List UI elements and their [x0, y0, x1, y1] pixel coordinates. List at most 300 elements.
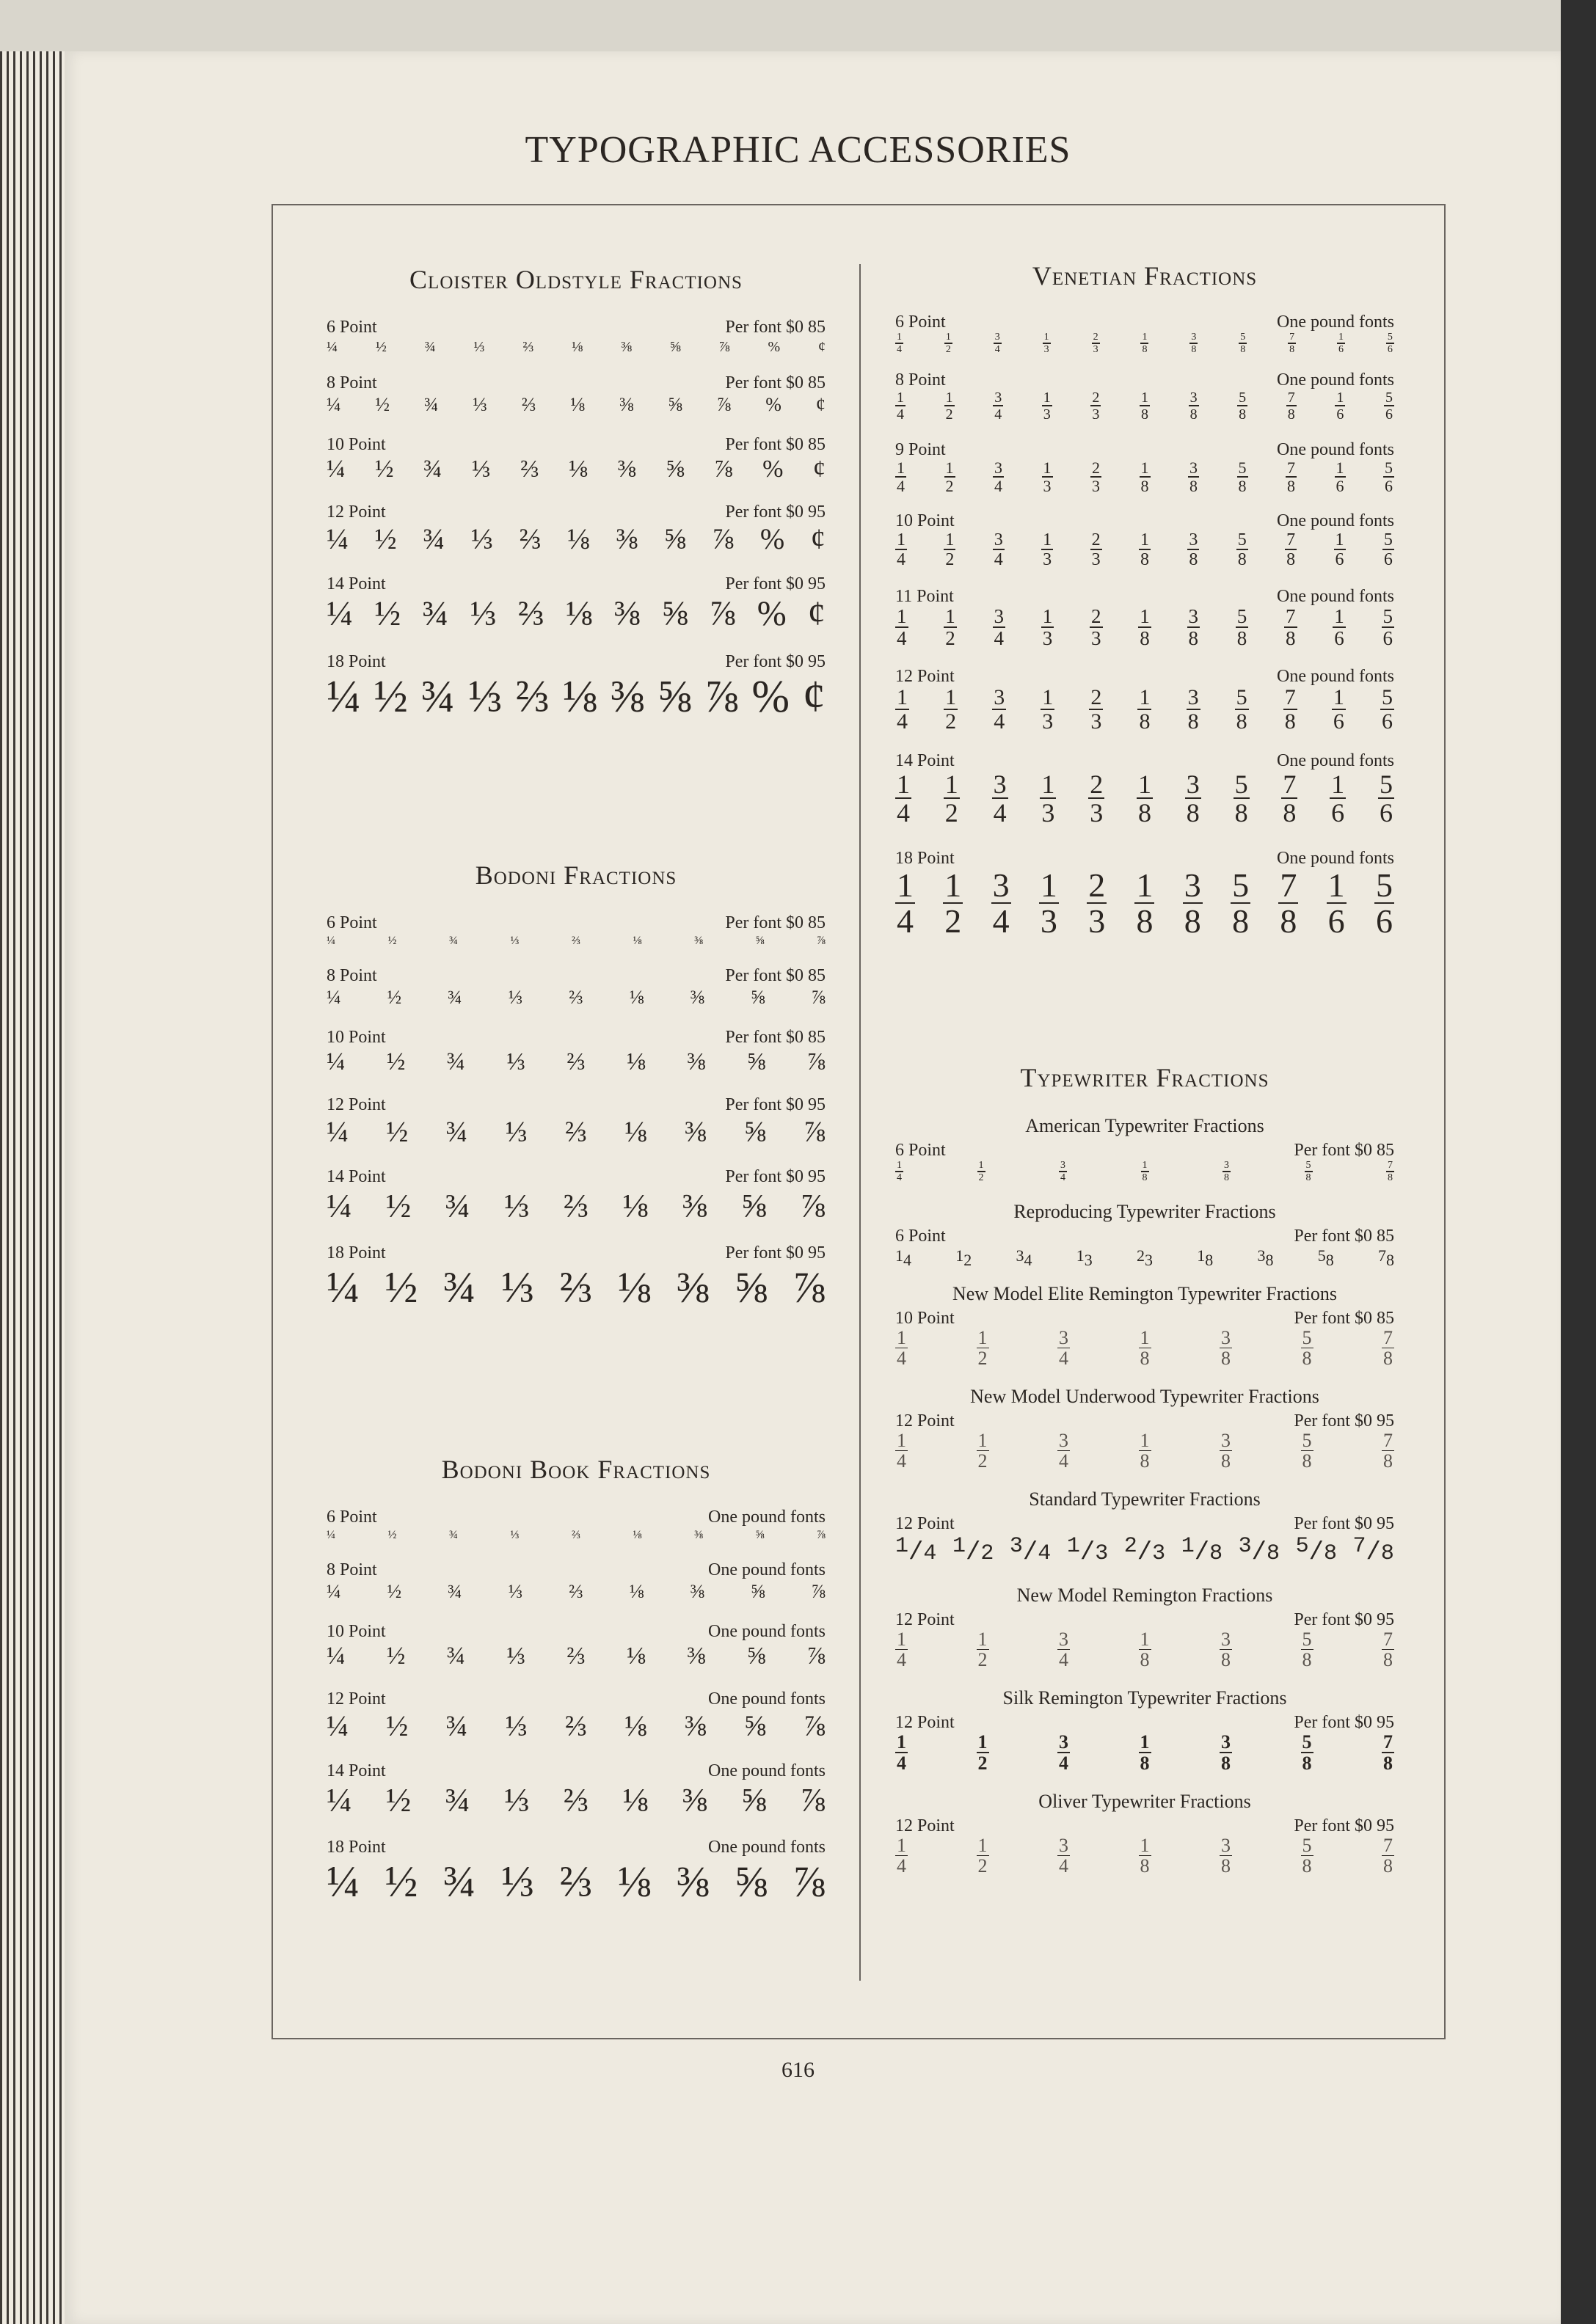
fraction-glyph: ⅛	[624, 1709, 647, 1742]
stacked-fraction	[977, 1161, 985, 1183]
fraction-glyph: ½	[385, 1781, 412, 1819]
fraction-slash: /	[1137, 1539, 1153, 1567]
denominator: 4	[992, 902, 1010, 940]
stacked-fraction	[1042, 460, 1053, 494]
denominator: 8	[1140, 1348, 1150, 1369]
numerator: 1	[1136, 866, 1154, 904]
fraction-glyph: ⅞	[792, 1263, 826, 1312]
denominator: 8	[1189, 406, 1198, 423]
denominator: 2	[945, 709, 957, 734]
numerator: 2	[1093, 332, 1098, 343]
stacked-fraction	[895, 332, 903, 355]
fraction-glyph: ¼	[327, 935, 335, 947]
fraction-row	[895, 687, 1394, 733]
stacked-fraction	[895, 1431, 908, 1471]
fraction-glyph: ⅓	[505, 1709, 528, 1742]
fraction-glyph: ⅔	[522, 339, 534, 355]
denominator: 8	[1280, 902, 1297, 940]
size-header	[895, 1140, 1394, 1161]
denominator: 3	[1043, 550, 1052, 569]
fraction-glyph: ¾	[423, 456, 442, 483]
fraction-row	[327, 522, 826, 556]
stacked-fraction	[1330, 771, 1346, 826]
denominator: 4	[1059, 1450, 1068, 1472]
size-label: 12 Point	[895, 667, 955, 686]
split-fraction	[1257, 1246, 1274, 1269]
stacked-fraction	[1237, 460, 1248, 494]
numerator: 3	[994, 685, 1005, 709]
numerator: 7	[1383, 1731, 1393, 1753]
denominator: 8	[1140, 627, 1150, 649]
fraction-glyph: ¢	[807, 594, 826, 633]
fraction-glyph: ⅛	[570, 394, 585, 415]
denominator: 8	[1205, 1251, 1214, 1269]
denominator: 3	[1084, 1251, 1093, 1269]
stacked-fraction	[1088, 771, 1104, 826]
size-label: 11 Point	[895, 587, 954, 606]
price-label: Per font $0 85	[1294, 1227, 1394, 1246]
numerator: 1	[897, 866, 914, 904]
numerator: 1	[944, 866, 962, 904]
numerator: 3	[1188, 605, 1198, 627]
numerator: 1	[1139, 685, 1151, 709]
slash-fraction	[1239, 1534, 1280, 1567]
denominator: 8	[1188, 627, 1198, 649]
fraction-glyph: ¾	[424, 339, 436, 355]
size-header	[327, 434, 826, 455]
size-header	[895, 1226, 1394, 1246]
fraction-glyph: ⅞	[718, 339, 730, 355]
denominator: 2	[944, 902, 962, 940]
fraction-glyph: ⅜	[686, 1642, 706, 1670]
fraction-slash: /	[965, 1539, 981, 1567]
denominator: 4	[897, 1649, 906, 1670]
stacked-fraction	[1285, 531, 1297, 569]
split-fraction	[1016, 1246, 1032, 1269]
stacked-fraction	[1383, 460, 1394, 494]
fraction-glyph: ⅔	[521, 394, 536, 415]
fraction-glyph: ⅜	[684, 1709, 707, 1742]
price-label: Per font $0 85	[725, 913, 826, 932]
bodoni-book-section	[327, 1454, 826, 1906]
stacked-fraction	[977, 1431, 989, 1471]
numerator: 3	[1257, 1246, 1266, 1265]
numerator: 1	[1137, 770, 1151, 799]
denominator: 8	[1386, 1251, 1394, 1269]
denominator: 3	[1092, 406, 1100, 423]
denominator: 8	[1286, 550, 1296, 569]
fraction-row	[895, 531, 1394, 569]
size-label: 18 Point	[895, 849, 955, 868]
stacked-fraction	[1382, 1733, 1394, 1773]
numerator: 1	[1338, 332, 1344, 343]
numerator: 1	[897, 332, 902, 343]
denominator: 8	[1140, 1855, 1150, 1877]
numerator: 1	[1140, 458, 1149, 477]
price-label: Per font $0 95	[1294, 1411, 1394, 1430]
size-header	[895, 1609, 1394, 1630]
price-label: Per font $0 85	[1294, 1141, 1394, 1160]
fraction-glyph: ⅓	[470, 522, 493, 555]
stacked-fraction	[1137, 771, 1153, 826]
fraction-glyph: ⅝	[734, 1263, 768, 1312]
denominator: 6	[1379, 798, 1393, 827]
stacked-fraction	[1090, 531, 1102, 569]
subsection-heading: Reproducing Typewriter Fractions	[1013, 1201, 1276, 1222]
fraction-glyph: ⅞	[712, 522, 735, 555]
size-header	[327, 651, 826, 672]
numerator: 5	[1383, 530, 1393, 549]
denominator: 8	[1140, 406, 1148, 423]
size-header	[327, 965, 826, 986]
fraction-glyph: ¾	[445, 1115, 468, 1148]
fraction-row	[895, 1534, 1394, 1567]
size-label: 6 Point	[895, 1141, 946, 1160]
numerator: 7	[1383, 1835, 1393, 1856]
denominator: 8	[1383, 1649, 1393, 1670]
denominator: 4	[897, 477, 905, 495]
price-label: One pound fonts	[708, 1508, 826, 1527]
stacked-fraction	[1301, 1836, 1313, 1876]
numerator: 2	[1091, 530, 1101, 549]
numerator: 3	[1059, 1327, 1068, 1348]
denominator: 8	[1142, 344, 1148, 355]
denominator: 8	[1283, 798, 1297, 827]
numerator: 7	[1283, 770, 1297, 799]
denominator: 2	[977, 1450, 988, 1472]
fraction-glyph: ⅓	[506, 1642, 525, 1670]
numerator: 1	[945, 458, 954, 477]
denominator: 8	[1191, 344, 1197, 355]
slash-fraction	[1181, 1534, 1222, 1567]
fraction-glyph: ½	[375, 394, 390, 415]
fraction-glyph: ⅓	[510, 935, 520, 947]
numerator: 3	[1221, 1430, 1231, 1451]
numerator: 2	[1137, 1246, 1145, 1265]
stacked-fraction	[895, 531, 907, 569]
denominator: 4	[897, 1450, 906, 1472]
stacked-fraction	[1335, 460, 1346, 494]
slash-fraction	[1010, 1534, 1051, 1567]
denominator: 2	[977, 1649, 988, 1670]
stacked-fraction	[1220, 1733, 1232, 1773]
denominator: 8	[1140, 1649, 1150, 1670]
numerator: 2	[1092, 458, 1100, 477]
stacked-fraction	[1278, 866, 1298, 940]
price-label: One pound fonts	[1277, 440, 1394, 459]
stacked-fraction	[1327, 866, 1347, 940]
numerator: 1	[1334, 605, 1344, 627]
denominator: 4	[1059, 1649, 1068, 1670]
stacked-fraction	[977, 1836, 989, 1876]
denominator: 4	[897, 406, 904, 423]
stacked-fraction	[1281, 771, 1297, 826]
fraction-glyph: ⅛	[633, 1529, 642, 1541]
denominator: 8	[1236, 627, 1247, 649]
fraction-glyph: ⅝	[746, 1642, 766, 1670]
numerator: 3	[994, 458, 1002, 477]
denominator: 8	[1221, 1348, 1231, 1369]
price-label: One pound fonts	[708, 1622, 826, 1641]
stacked-fraction	[895, 866, 915, 940]
fraction-glyph: ¾	[445, 1781, 470, 1819]
size-label: 10 Point	[327, 1028, 386, 1047]
stacked-fraction	[993, 607, 1006, 648]
size-header	[327, 1837, 826, 1857]
split-fraction	[1076, 1246, 1093, 1269]
denominator: 6	[1383, 550, 1393, 569]
denominator: 4	[897, 798, 910, 827]
stacked-fraction	[1139, 1329, 1151, 1368]
size-label: 12 Point	[895, 1411, 955, 1430]
numerator: 5	[1379, 770, 1393, 799]
size-label: 14 Point	[327, 574, 386, 593]
subsection-heading: Oliver Typewriter Fractions	[1038, 1791, 1251, 1812]
fraction-glyph: ½	[387, 1581, 402, 1602]
denominator: 3	[1090, 798, 1104, 827]
numerator: 2	[1090, 770, 1104, 799]
stacked-fraction	[1284, 607, 1297, 648]
stacked-fraction	[1305, 1161, 1313, 1183]
fraction-row	[327, 1781, 826, 1819]
fraction-glyph: ⅛	[562, 672, 597, 722]
fraction-glyph: ⅛	[565, 594, 592, 633]
fraction-row	[895, 1431, 1394, 1471]
price-label: One pound fonts	[1277, 313, 1394, 332]
stacked-fraction	[895, 771, 911, 826]
denominator: 6	[1381, 709, 1393, 734]
stacked-fraction	[1222, 1161, 1231, 1183]
numerator: 1	[897, 1160, 902, 1171]
stacked-fraction	[992, 771, 1008, 826]
size-label: 18 Point	[327, 1243, 386, 1263]
stacked-fraction	[1057, 1329, 1070, 1368]
fraction-glyph: ½	[386, 1642, 406, 1670]
fraction-glyph: ½	[374, 672, 408, 722]
denominator: 8	[1189, 550, 1198, 569]
price-label: Per font $0 85	[725, 373, 826, 392]
denominator: 2	[945, 627, 955, 649]
denominator: 3	[1093, 344, 1098, 355]
size-label: 14 Point	[895, 751, 955, 770]
stacked-fraction	[1187, 531, 1199, 569]
numerator: 3	[994, 605, 1004, 627]
denominator: 4	[903, 1251, 911, 1269]
size-label: 6 Point	[895, 313, 946, 332]
column-divider	[859, 264, 861, 1981]
price-label: Per font $0 95	[1294, 1610, 1394, 1629]
fraction-glyph: ⅜	[684, 1115, 707, 1148]
split-fraction	[1197, 1246, 1214, 1269]
denominator: 4	[1038, 1541, 1052, 1566]
numerator: 1	[1331, 770, 1345, 799]
denominator: 4	[897, 1753, 906, 1774]
stacked-fraction	[1234, 771, 1250, 826]
size-label: 6 Point	[327, 318, 377, 337]
numerator: 1	[1140, 530, 1149, 549]
fraction-glyph: ¼	[327, 339, 338, 355]
numerator: 1	[977, 1731, 988, 1753]
fraction-glyph: ⅛	[569, 456, 588, 483]
denominator: 8	[1140, 477, 1149, 495]
fraction-glyph: ⅛	[627, 1642, 646, 1670]
numerator: 5	[1237, 530, 1247, 549]
stacked-fraction	[1288, 332, 1296, 355]
price-label: Per font $0 95	[725, 1095, 826, 1114]
size-label: 12 Point	[327, 503, 386, 522]
fraction-glyph: ⅝	[740, 1187, 767, 1224]
slash-fraction	[895, 1534, 936, 1567]
fraction-row	[327, 1115, 826, 1149]
size-header	[327, 1560, 826, 1580]
denominator: 8	[1209, 1541, 1223, 1566]
fraction-glyph: ⅔	[569, 987, 583, 1008]
fraction-glyph: ⅜	[617, 456, 636, 483]
page-title: TYPOGRAPHIC ACCESSORIES	[525, 129, 1071, 171]
fraction-glyph: ⅛	[622, 1187, 648, 1224]
denominator: 2	[977, 1348, 988, 1369]
stacked-fraction	[895, 1836, 908, 1876]
size-label: 6 Point	[327, 913, 377, 932]
numerator: 7	[1378, 1246, 1386, 1265]
price-label: Per font $0 95	[1294, 1816, 1394, 1835]
stacked-fraction	[977, 1329, 989, 1368]
numerator: 1	[897, 1835, 906, 1856]
size-label: 14 Point	[327, 1761, 386, 1780]
size-label: 8 Point	[327, 966, 377, 985]
fraction-glyph: ⅞	[811, 987, 826, 1008]
fraction-glyph: ¾	[445, 1709, 468, 1742]
stacked-fraction	[895, 1630, 908, 1670]
price-label: One pound fonts	[708, 1560, 826, 1579]
fraction-glyph: ⅔	[559, 1263, 593, 1312]
numerator: 3	[1059, 1629, 1068, 1650]
denominator: 8	[1237, 550, 1247, 569]
numerator: 1	[1142, 332, 1148, 343]
stacked-fraction	[1382, 1630, 1394, 1670]
numerator: 5	[1302, 1327, 1312, 1348]
denominator: 2	[945, 406, 953, 423]
denominator: 2	[945, 477, 954, 495]
stacked-fraction	[895, 607, 908, 648]
numerator: 5	[1381, 685, 1393, 709]
fraction-glyph: ⅞	[804, 1709, 826, 1742]
stacked-fraction	[1239, 332, 1247, 355]
fraction-glyph: ¾	[446, 1048, 466, 1075]
size-label: 12 Point	[327, 1689, 386, 1709]
denominator: 8	[1265, 1251, 1274, 1269]
size-header	[895, 586, 1394, 607]
fraction-glyph: ⅔	[559, 1857, 593, 1906]
numerator: 1	[945, 390, 953, 406]
numerator: 2	[1090, 685, 1102, 709]
denominator: 8	[1221, 1753, 1231, 1774]
fraction-glyph: ⅔	[565, 1115, 587, 1148]
fraction-glyph: ¾	[445, 1187, 470, 1224]
size-header	[895, 1411, 1394, 1431]
fraction-glyph: ¢	[817, 339, 826, 355]
fraction-glyph: ⅔	[572, 935, 580, 947]
fraction-row	[895, 390, 1394, 422]
denominator: 6	[1387, 344, 1393, 355]
fraction-glyph: ⅓	[473, 394, 487, 415]
slash-fraction	[1353, 1534, 1394, 1567]
stacked-fraction	[944, 771, 960, 826]
denominator: 4	[923, 1541, 937, 1566]
price-label: One pound fonts	[1277, 370, 1394, 390]
size-header	[895, 1712, 1394, 1733]
stacked-fraction	[1220, 1630, 1232, 1670]
section-heading: Typewriter Fractions	[1020, 1063, 1269, 1092]
numerator: 3	[994, 390, 1002, 406]
stacked-fraction	[1089, 687, 1103, 733]
denominator: 2	[980, 1541, 994, 1566]
numerator: 3	[992, 866, 1010, 904]
denominator: 4	[897, 627, 907, 649]
fraction-glyph: ⅞	[704, 672, 739, 722]
fraction-glyph: ¼	[327, 456, 346, 483]
stacked-fraction	[1382, 1431, 1394, 1471]
fraction-row	[895, 1161, 1394, 1183]
numerator: 1	[897, 390, 904, 406]
size-label: 12 Point	[895, 1514, 955, 1533]
denominator: 4	[994, 709, 1005, 734]
numerator: 1	[1043, 332, 1049, 343]
size-header	[327, 317, 826, 337]
size-header	[327, 913, 826, 933]
fraction-glyph: ⅓	[501, 1857, 535, 1906]
numerator: 1	[1140, 1835, 1150, 1856]
stacked-fraction	[1090, 390, 1101, 422]
size-label: 18 Point	[327, 1838, 386, 1857]
stacked-fraction	[895, 1329, 908, 1368]
numerator: 1	[897, 1629, 906, 1650]
numerator: 5	[1375, 866, 1393, 904]
denominator: 6	[1334, 627, 1344, 649]
denominator: 3	[1042, 627, 1053, 649]
fraction-glyph: ⅓	[473, 339, 485, 355]
fraction-glyph: ⅜	[694, 935, 703, 947]
fraction-glyph: ⅞	[817, 1529, 826, 1541]
fraction-glyph: ¼	[327, 1709, 349, 1742]
price-label: One pound fonts	[1277, 751, 1394, 770]
numerator: 7	[1286, 530, 1296, 549]
denominator: 6	[1333, 709, 1344, 734]
numerator: 1	[897, 458, 905, 477]
fraction-glyph: ⅝	[755, 935, 765, 947]
denominator: 4	[993, 798, 1007, 827]
size-label: 18 Point	[327, 652, 386, 671]
denominator: 2	[978, 1172, 984, 1183]
fraction-glyph: ⅝	[750, 987, 765, 1008]
stacked-fraction	[992, 687, 1006, 733]
numerator: 5	[1302, 1731, 1312, 1753]
stacked-fraction	[1332, 687, 1346, 733]
denominator: 3	[1152, 1541, 1166, 1566]
fraction-glyph: ⅓	[505, 1115, 528, 1148]
fraction-glyph: ½	[374, 594, 401, 633]
fraction-glyph: ¼	[327, 522, 349, 555]
numerator: 7	[1383, 1430, 1393, 1451]
fraction-row	[895, 1329, 1394, 1368]
stacked-fraction	[1139, 531, 1151, 569]
fraction-glyph: ⅔	[572, 1529, 580, 1541]
fraction-glyph: ¾	[423, 522, 445, 555]
denominator: 6	[1331, 798, 1345, 827]
denominator: 8	[1221, 1649, 1231, 1670]
numerator: 1	[1336, 458, 1344, 477]
denominator: 8	[1137, 798, 1151, 827]
